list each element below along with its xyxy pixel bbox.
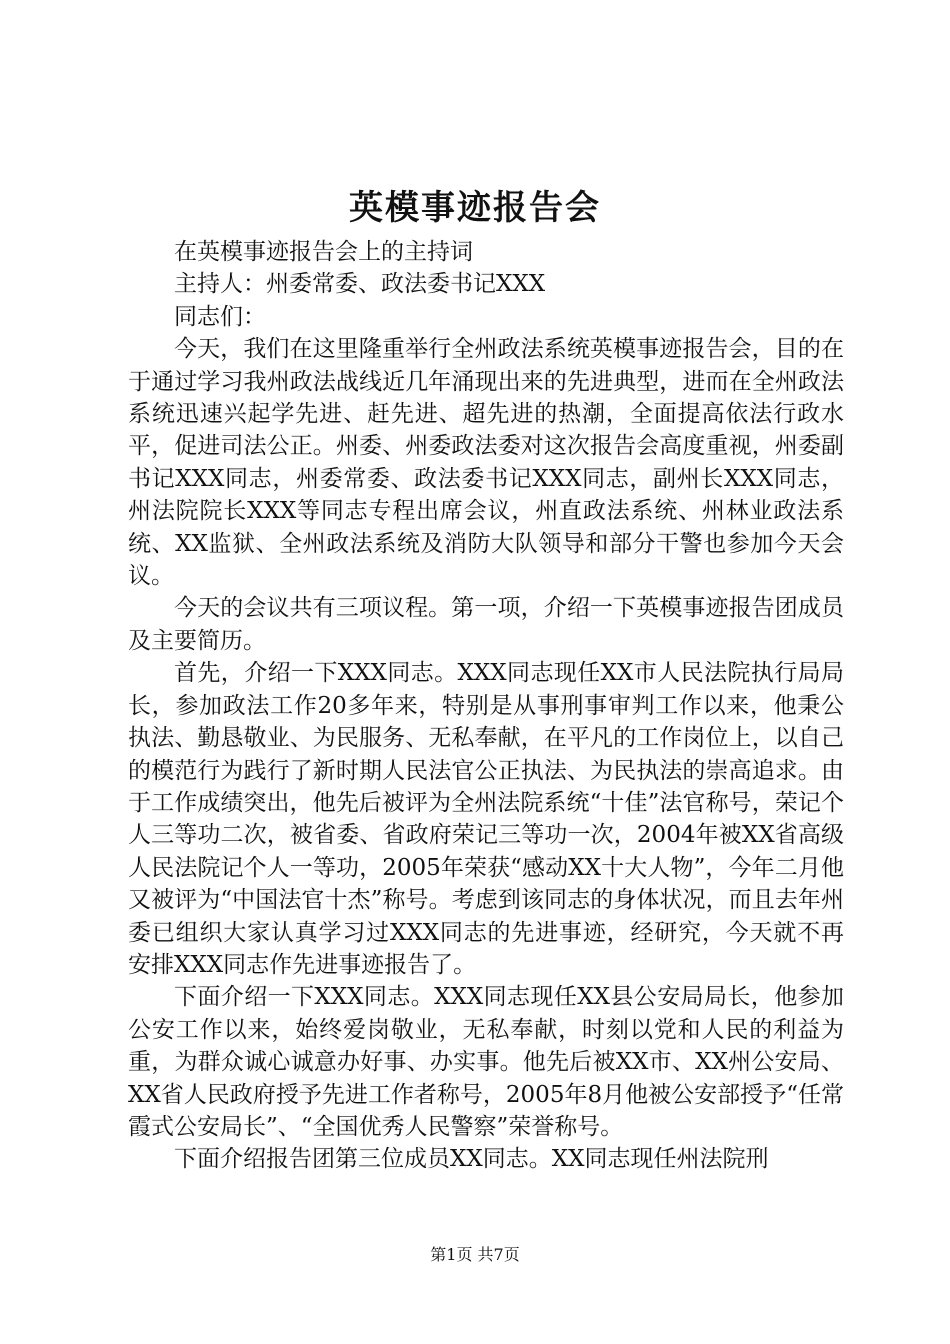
document-body xyxy=(128,236,844,1176)
body-paragraph: 下面介绍一下XXX同志。XXX同志现任XX县公安局局长，他参加公安工作以来，始终爱岗敬业，无私奉献，时刻以党和人民的利益为重，为群众诚心诚意办好事、办实事。他先后被XX市、XX州公安局、XX省人民政府授予先进工作者称号，2005年8月他被公安部授予“任常霞式公安局长”、“全国优秀人民警察”荣誉称号。 xyxy=(128,984,844,1140)
body-paragraph: 首先，介绍一下XXX同志。XXX同志现任XX市人民法院执行局局长，参加政法工作20多年来，特别是从事刑事审判工作以来，他秉公执法、勤恳敬业、为民服务、无私奉献，在平凡的工作岗位上，以自己的模范行为践行了新时期人民法官公正执法、为民执法的崇高追求。由于工作成绩突出，他先后被评为全州法院系统“十佳”法官称号，荣记个人三等功二次，被省委、省政府荣记三等功一次，2004年被XX省高级人民法院记个人一等功，2005年荣获“感动XX十大人物”，今年二月他又被评为“中国法官十杰”称号。考虑到该同志的身体状况，而且去年州委已组织大家认真学习过XXX同志的先进事迹，经研究，今天就不再安排XXX同志作先进事迹报告了。 xyxy=(128,660,844,978)
salutation-paragraph: 同志们： xyxy=(174,303,266,330)
body-paragraph: 下面介绍报告团第三位成员XX同志。XX同志现任州法院刑 xyxy=(174,1146,769,1173)
body-paragraph: 今天的会议共有三项议程。第一项，介绍一下英模事迹报告团成员及主要简历。 xyxy=(128,595,844,654)
host-paragraph: 主持人：州委常委、政法委书记XXX xyxy=(174,271,546,298)
page-number-footer: 第1页 共7页 xyxy=(430,1245,520,1264)
subtitle-paragraph: 在英模事迹报告会上的主持词 xyxy=(174,239,473,265)
document-title: 英模事迹报告会 xyxy=(349,188,601,228)
body-paragraph: 今天，我们在这里隆重举行全州政法系统英模事迹报告会，目的在于通过学习我州政法战线近几年涌现出来的先进典型，进而在全州政法系统迅速兴起学先进、赶先进、超先进的热潮，全面提高依法行政水平，促进司法公正。州委、州委政法委对这次报告会高度重视，州委副书记XXX同志，州委常委、政法委书记XXX同志，副州长XXX同志，州法院院长XXX等同志专程出席会议，州直政法系统、州林业政法系统、XX监狱、全州政法系统及消防大队领导和部分干警也参加今天会议。 xyxy=(128,336,844,590)
